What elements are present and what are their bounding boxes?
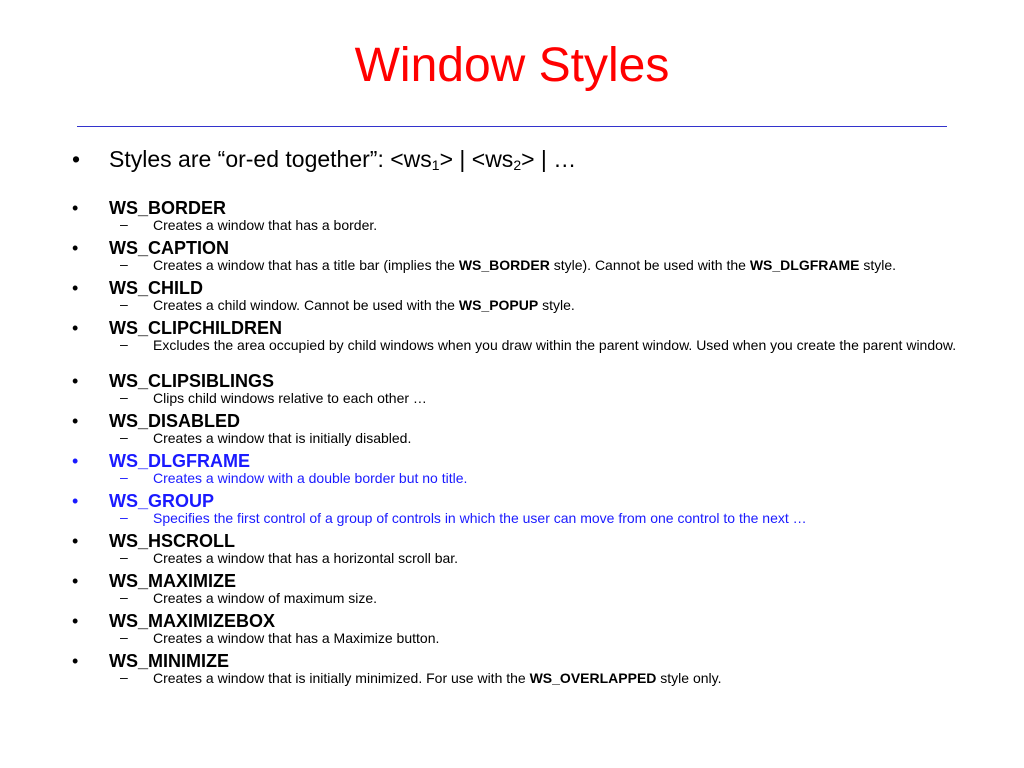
- description-text: [153, 431, 992, 445]
- style-description: [72, 591, 992, 611]
- style-reference: WS_DLGFRAME: [749, 257, 860, 273]
- slide-title: Window Styles: [354, 39, 670, 92]
- bullet-icon: •: [72, 451, 79, 471]
- dash-icon: –: [120, 629, 128, 645]
- style-item: [72, 651, 992, 691]
- style-description: [72, 671, 992, 691]
- style-item-heading: [72, 491, 992, 511]
- style-item: [72, 411, 992, 451]
- style-name: WS_DISABLED: [109, 411, 241, 431]
- description-text: [153, 471, 992, 485]
- style-name: WS_CAPTION: [109, 238, 230, 258]
- style-description: [72, 298, 992, 318]
- description-segment: Creates a window with a double border but no title.: [153, 470, 468, 486]
- bullet-icon: •: [72, 318, 79, 338]
- style-name: WS_GROUP: [109, 491, 215, 511]
- style-description: [72, 338, 992, 371]
- style-item: [72, 371, 992, 411]
- style-item-heading: [72, 278, 992, 298]
- dash-icon: –: [120, 389, 128, 405]
- description-text: [153, 258, 992, 272]
- style-item: [72, 198, 992, 238]
- bullet-icon: •: [72, 238, 79, 258]
- title-divider: [77, 126, 947, 127]
- style-item: [72, 491, 992, 531]
- style-description: [72, 431, 992, 451]
- description-segment: Creates a window that is initially minimized. For use with the: [153, 670, 530, 686]
- description-segment: style.: [859, 257, 897, 273]
- description-text: [153, 298, 992, 312]
- dash-icon: –: [120, 549, 128, 565]
- style-description: [72, 551, 992, 571]
- intro-subscript-2: 2: [513, 157, 522, 173]
- style-item-heading: [72, 651, 992, 671]
- style-reference: WS_OVERLAPPED: [529, 670, 657, 686]
- style-item-heading: [72, 451, 992, 471]
- style-item-heading: [72, 571, 992, 591]
- bullet-icon: •: [72, 278, 79, 298]
- dash-icon: –: [120, 509, 128, 525]
- bullet-icon: •: [72, 198, 79, 218]
- style-description: [72, 258, 992, 278]
- style-item: [72, 531, 992, 571]
- description-segment: style). Cannot be used with the: [549, 257, 750, 273]
- description-text: [153, 338, 992, 352]
- style-item-heading: [72, 611, 992, 631]
- style-item: [72, 318, 992, 371]
- description-text: [153, 391, 992, 405]
- description-segment: Creates a window that is initially disabled.: [153, 430, 412, 446]
- dash-icon: –: [120, 296, 128, 312]
- dash-icon: –: [120, 589, 128, 605]
- bullet-icon: •: [72, 651, 79, 671]
- style-reference: WS_POPUP: [458, 297, 539, 313]
- description-segment: style.: [538, 297, 575, 313]
- description-text: [153, 631, 992, 645]
- bullet-icon: •: [72, 371, 79, 391]
- style-item-heading: [72, 198, 992, 218]
- style-item: [72, 278, 992, 318]
- description-segment: Creates a window that has a horizontal scroll bar.: [153, 550, 459, 566]
- intro-text-c: > | …: [521, 146, 577, 172]
- style-item: [72, 571, 992, 611]
- style-name: WS_CLIPSIBLINGS: [109, 371, 275, 391]
- description-segment: Excludes the area occupied by child windows when you draw within the parent window. Used when you create the parent window.: [153, 337, 957, 353]
- intro-text-b: > | <ws: [439, 146, 514, 172]
- style-name: WS_HSCROLL: [109, 531, 235, 551]
- style-name: WS_MAXIMIZE: [109, 571, 237, 591]
- description-segment: Creates a window that has a title bar (implies the: [153, 257, 459, 273]
- description-text: [153, 511, 992, 525]
- style-description: [72, 218, 992, 238]
- dash-icon: –: [120, 216, 128, 232]
- description-text: [153, 218, 992, 232]
- dash-icon: –: [120, 256, 128, 272]
- description-segment: Clips child windows relative to each other …: [153, 390, 427, 406]
- bullet-icon: •: [72, 411, 79, 431]
- dash-icon: –: [120, 429, 128, 445]
- style-list: [72, 198, 992, 691]
- style-item: [72, 238, 992, 278]
- description-segment: style only.: [656, 670, 722, 686]
- dash-icon: –: [120, 469, 128, 485]
- style-name: WS_BORDER: [109, 198, 227, 218]
- bullet-icon: •: [72, 571, 79, 591]
- style-name: WS_CHILD: [109, 278, 203, 298]
- style-name: WS_MAXIMIZEBOX: [109, 611, 276, 631]
- style-reference: WS_BORDER: [458, 257, 550, 273]
- style-description: [72, 631, 992, 651]
- description-segment: Creates a window that has a border.: [153, 217, 378, 233]
- description-segment: Creates a window that has a Maximize button.: [153, 630, 440, 646]
- style-item: [72, 451, 992, 491]
- style-item-heading: [72, 318, 992, 338]
- dash-icon: –: [120, 336, 128, 352]
- style-description: [72, 471, 992, 491]
- style-name: WS_MINIMIZE: [109, 651, 229, 671]
- bullet-icon: •: [72, 146, 81, 172]
- description-text: [153, 591, 992, 605]
- style-description: [72, 511, 992, 531]
- style-item-heading: [72, 371, 992, 391]
- style-item: [72, 611, 992, 651]
- description-segment: Creates a window of maximum size.: [153, 590, 378, 606]
- style-item-heading: [72, 531, 992, 551]
- intro-subscript-1: 1: [431, 157, 440, 173]
- style-item-heading: [72, 411, 992, 431]
- style-name: WS_DLGFRAME: [109, 451, 250, 471]
- style-item-heading: [72, 238, 992, 258]
- intro-bullet: [72, 144, 972, 174]
- bullet-icon: •: [72, 491, 79, 511]
- description-text: [153, 551, 992, 565]
- bullet-icon: •: [72, 531, 79, 551]
- style-description: [72, 391, 992, 411]
- intro-text-a: Styles are “or-ed together”: <ws: [109, 146, 432, 172]
- description-segment: Creates a child window. Cannot be used with the: [153, 297, 459, 313]
- style-name: WS_CLIPCHILDREN: [109, 318, 283, 338]
- description-text: [153, 671, 992, 685]
- bullet-icon: •: [72, 611, 79, 631]
- dash-icon: –: [120, 669, 128, 685]
- description-segment: Specifies the first control of a group of controls in which the user can move from one control to the next …: [153, 510, 807, 526]
